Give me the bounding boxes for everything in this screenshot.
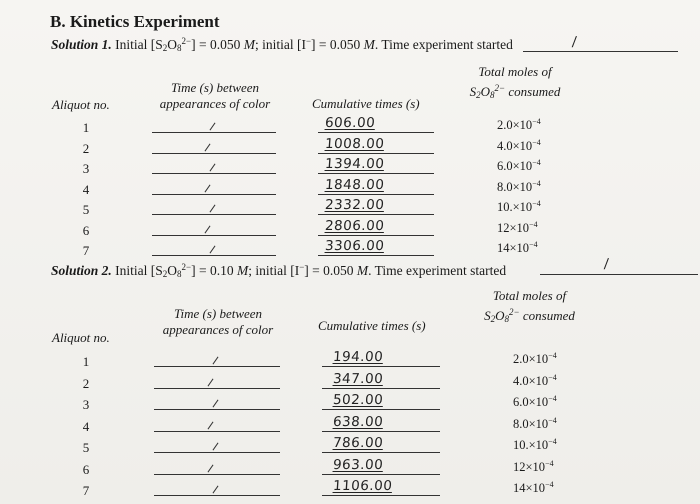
time-slash-mark xyxy=(213,486,219,494)
time-between-blank xyxy=(152,194,276,195)
s1-m1: M xyxy=(243,37,255,52)
s2-header-aliquot: Aliquot no. xyxy=(52,330,110,345)
s2-cm-charge: 2− xyxy=(509,307,520,317)
moles-mantissa: 8.0×10 xyxy=(513,416,549,431)
time-slash-mark xyxy=(213,400,219,408)
moles-exponent: −4 xyxy=(532,199,541,208)
s2-sub2: 2 xyxy=(162,269,168,279)
time-slash-mark xyxy=(210,123,216,131)
cumulative-blank xyxy=(322,495,440,496)
time-between-blank xyxy=(152,214,276,215)
aliquot-number: 5 xyxy=(82,202,90,217)
moles-mantissa: 12×10 xyxy=(513,459,546,474)
s2-m2: M xyxy=(356,263,369,278)
time-slash-mark xyxy=(208,421,214,429)
time-between-blank xyxy=(152,132,276,133)
cumulative-time-value: 963.00 xyxy=(332,456,384,473)
s1-header-aliquot: Aliquot no. xyxy=(52,97,110,112)
moles-mantissa: 10.×10 xyxy=(513,438,549,452)
s1-text-e: . Time experiment started xyxy=(374,37,513,52)
cumulative-blank xyxy=(318,173,434,174)
solution2-header xyxy=(51,262,506,279)
time-between-blank xyxy=(152,153,276,154)
time-slash-mark xyxy=(208,378,214,386)
s2-sub8: 8 xyxy=(177,269,182,279)
aliquot-number: 4 xyxy=(82,418,90,434)
moles-exponent: −4 xyxy=(545,458,554,468)
time-between-blank xyxy=(154,431,280,432)
cumulative-blank xyxy=(318,194,434,195)
s1-col-time-2: appearances of color xyxy=(159,96,271,111)
total-moles-value xyxy=(497,199,541,215)
solution2-label: Solution 2. xyxy=(51,263,112,278)
s1-header-time xyxy=(150,80,280,112)
cumulative-time-value: 347.00 xyxy=(332,370,384,387)
total-moles-value xyxy=(513,437,557,453)
aliquot-number: 2 xyxy=(82,140,90,156)
section-title: B. Kinetics Experiment xyxy=(50,12,220,31)
s2-col-time-2: appearances of color xyxy=(162,322,274,337)
cumulative-blank xyxy=(322,366,440,367)
s1-cm-sub2: 2 xyxy=(476,90,481,100)
aliquot-number: 4 xyxy=(82,181,90,197)
s2-header-cumulative: Cumulative times (s) xyxy=(318,318,426,333)
cumulative-blank xyxy=(318,214,434,215)
s1-col-moles-1: Total moles of xyxy=(478,64,552,79)
moles-exponent: −4 xyxy=(548,394,557,403)
moles-exponent: −4 xyxy=(548,415,557,425)
time-between-blank xyxy=(152,173,276,174)
s1-text-b: ] = 0.050 xyxy=(191,37,244,52)
moles-mantissa: 2.0×10 xyxy=(513,352,549,366)
s1-charge: 2− xyxy=(181,36,192,46)
s1-m2: M xyxy=(363,37,375,52)
time-slash-mark xyxy=(210,246,216,254)
time-between-blank xyxy=(154,495,280,496)
s1-text-c: ; initial [I xyxy=(254,37,306,52)
aliquot-number: 7 xyxy=(82,243,90,258)
cumulative-time-value: 1106.00 xyxy=(332,478,393,494)
s2-text-b: ] = 0.10 xyxy=(191,263,237,278)
time-slash-mark xyxy=(205,143,211,151)
s1-sub2: 2 xyxy=(162,43,168,53)
cumulative-blank xyxy=(318,255,434,256)
total-moles-value xyxy=(513,394,557,410)
s2-text-d: ] = 0.050 xyxy=(304,263,357,278)
total-moles-value xyxy=(497,158,541,174)
aliquot-number: 1 xyxy=(82,120,90,135)
solution1-label: Solution 1. xyxy=(51,37,112,52)
time-between-blank xyxy=(154,474,280,475)
aliquot-number: 2 xyxy=(82,375,90,391)
s1-col-time-1: Time (s) between xyxy=(170,80,260,95)
s2-charge: 2− xyxy=(181,262,192,272)
time-slash-mark xyxy=(210,205,216,213)
cumulative-time-value: 786.00 xyxy=(332,435,384,451)
s1-text-a: Initial [S xyxy=(115,37,163,52)
s2-start-time-line xyxy=(540,274,698,275)
total-moles-value xyxy=(513,351,557,367)
aliquot-number: 6 xyxy=(82,222,90,238)
cumulative-time-value: 606.00 xyxy=(324,115,376,131)
time-between-blank xyxy=(154,388,280,389)
s2-header-moles xyxy=(477,287,582,328)
total-moles-value xyxy=(513,416,557,432)
time-between-blank xyxy=(152,235,276,236)
moles-exponent: −4 xyxy=(548,372,557,382)
cumulative-blank xyxy=(322,431,440,432)
moles-mantissa: 2.0×10 xyxy=(497,118,533,132)
moles-mantissa: 14×10 xyxy=(497,241,530,255)
time-between-blank xyxy=(154,409,280,410)
s2-minus: − xyxy=(299,262,305,272)
time-slash-mark xyxy=(213,443,219,451)
total-moles-value xyxy=(497,179,541,195)
s1-start-time-line xyxy=(523,51,678,52)
solution1-header xyxy=(51,36,513,53)
cumulative-blank xyxy=(322,409,440,410)
cumulative-time-value: 2806.00 xyxy=(324,217,385,234)
moles-mantissa: 10.×10 xyxy=(497,200,533,214)
s2-text-e: . Time experiment started xyxy=(368,263,507,278)
cumulative-time-value: 638.00 xyxy=(332,413,384,430)
cumulative-time-value: 3306.00 xyxy=(324,238,385,254)
s2-col-moles-1: Total moles of xyxy=(492,288,567,303)
s2-cm-s: S xyxy=(484,308,491,323)
cumulative-time-value: 502.00 xyxy=(332,392,384,408)
cumulative-blank xyxy=(322,452,440,453)
time-slash-mark xyxy=(208,464,214,472)
s1-cm-consumed: consumed xyxy=(508,84,561,99)
moles-exponent: −4 xyxy=(532,117,541,126)
cumulative-blank xyxy=(318,132,434,133)
total-moles-value xyxy=(513,373,557,389)
s2-header-time xyxy=(152,306,284,338)
s2-col-time-1: Time (s) between xyxy=(173,306,263,321)
moles-mantissa: 4.0×10 xyxy=(513,373,549,388)
s1-sub8: 8 xyxy=(177,43,182,53)
s1-cm-s: S xyxy=(469,84,477,99)
cumulative-blank xyxy=(322,388,440,389)
moles-mantissa: 4.0×10 xyxy=(497,138,533,153)
moles-exponent: −4 xyxy=(545,480,554,489)
moles-exponent: −4 xyxy=(529,240,538,249)
s2-o: O xyxy=(167,263,178,278)
s1-header-moles xyxy=(465,63,565,104)
time-slash-mark xyxy=(205,184,211,192)
total-moles-value xyxy=(513,459,554,475)
aliquot-number: 1 xyxy=(82,354,90,369)
total-moles-value xyxy=(497,117,541,133)
cumulative-time-value: 194.00 xyxy=(332,349,384,365)
s2-cm-sub8: 8 xyxy=(504,314,510,324)
moles-mantissa: 12×10 xyxy=(497,220,530,235)
moles-mantissa: 14×10 xyxy=(513,481,546,495)
s1-minus: − xyxy=(305,36,312,46)
total-moles-value xyxy=(497,220,538,236)
s2-text-a: Initial [S xyxy=(115,263,163,278)
time-slash-mark xyxy=(210,164,216,172)
s2-start-time-mark: / xyxy=(603,256,610,272)
cumulative-blank xyxy=(318,235,434,236)
moles-mantissa: 8.0×10 xyxy=(497,179,533,194)
time-between-blank xyxy=(154,452,280,453)
s1-header-cumulative: Cumulative times (s) xyxy=(312,96,420,111)
time-slash-mark xyxy=(205,225,211,233)
total-moles-value xyxy=(497,138,541,154)
s2-cm-o: O xyxy=(495,308,505,323)
s1-text-d: ] = 0.050 xyxy=(311,37,364,52)
s2-m1: M xyxy=(236,263,249,278)
aliquot-number: 6 xyxy=(82,461,90,477)
s2-cm-sub2: 2 xyxy=(490,314,496,324)
moles-exponent: −4 xyxy=(532,137,541,147)
s1-start-time-mark: / xyxy=(571,34,578,50)
s1-cm-o: O xyxy=(480,84,491,99)
aliquot-number: 5 xyxy=(82,440,90,455)
total-moles-value xyxy=(497,240,538,256)
moles-exponent: −4 xyxy=(548,351,557,360)
cumulative-time-value: 1008.00 xyxy=(324,135,385,152)
time-slash-mark xyxy=(213,357,219,365)
s1-cm-charge: 2− xyxy=(494,83,506,93)
aliquot-number: 3 xyxy=(82,161,90,176)
s1-cm-sub8: 8 xyxy=(490,90,495,100)
moles-mantissa: 6.0×10 xyxy=(497,159,533,173)
aliquot-number: 7 xyxy=(82,483,90,498)
aliquot-number: 3 xyxy=(82,397,90,412)
moles-exponent: −4 xyxy=(532,178,541,188)
cumulative-time-value: 1394.00 xyxy=(324,156,385,172)
s2-text-c: ; initial [I xyxy=(248,263,300,278)
moles-exponent: −4 xyxy=(529,219,538,229)
cumulative-blank xyxy=(318,153,434,154)
s2-cm-consumed: consumed xyxy=(522,308,575,323)
cumulative-blank xyxy=(322,474,440,475)
cumulative-time-value: 2332.00 xyxy=(324,197,385,213)
moles-mantissa: 6.0×10 xyxy=(513,395,549,409)
moles-exponent: −4 xyxy=(532,158,541,167)
cumulative-time-value: 1848.00 xyxy=(324,176,385,193)
s1-o: O xyxy=(167,37,178,52)
time-between-blank xyxy=(154,366,280,367)
time-between-blank xyxy=(152,255,276,256)
moles-exponent: −4 xyxy=(548,437,557,446)
total-moles-value xyxy=(513,480,554,496)
